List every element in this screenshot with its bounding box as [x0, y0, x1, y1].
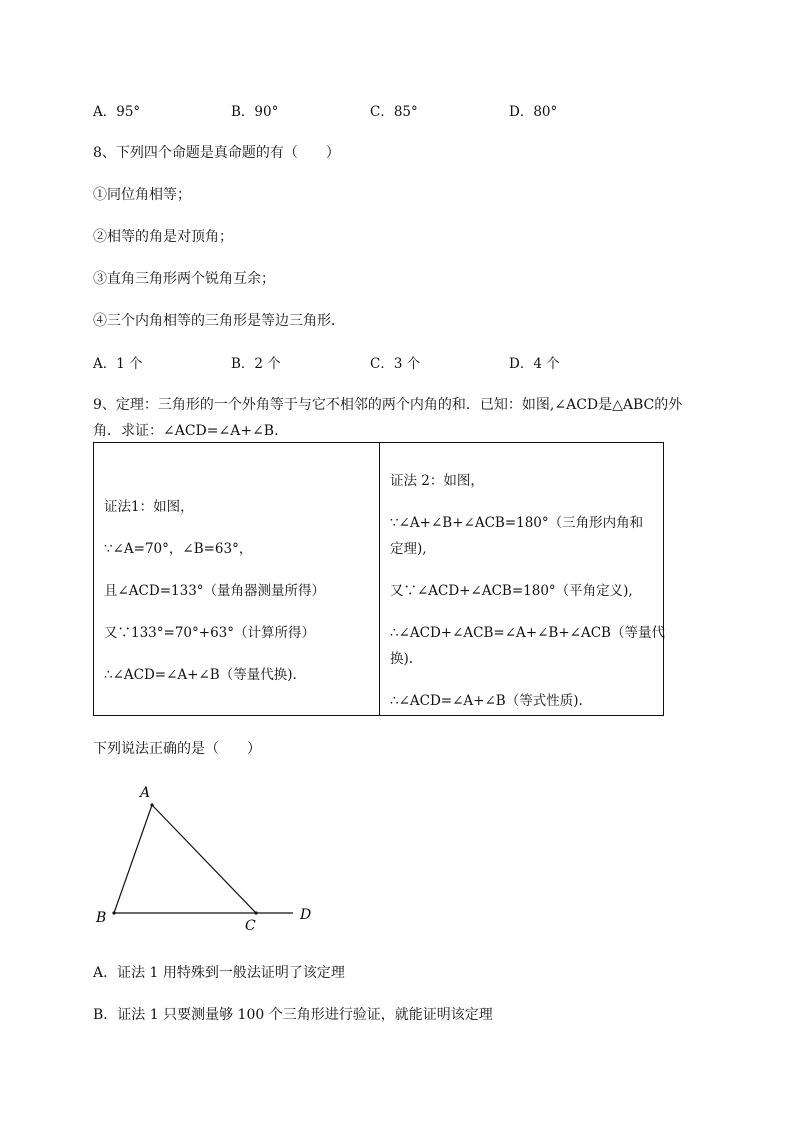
q8-option-d: D．4 个 — [509, 356, 560, 372]
q9-prompt: 下列说法正确的是（ ） — [93, 741, 261, 757]
proof-2-line-4: 又∵∠ACD+∠ACB=180°（平角定义), — [390, 583, 633, 599]
q8-statement-3: ③直角三角形两个锐角互余； — [93, 271, 275, 287]
q8-question: 8、下列四个命题是真命题的有（ ） — [93, 145, 340, 161]
point-c — [254, 911, 257, 914]
label-d: D — [300, 907, 312, 923]
proof-1-line-2: ∵∠A=70°，∠B=63°， — [104, 541, 253, 557]
q8-statement-4: ④三个内角相等的三角形是等边三角形． — [93, 313, 345, 329]
proof-2-line-3: 定理), — [390, 541, 427, 557]
q8-option-a: A．1 个 — [93, 356, 143, 372]
proof-1-line-4: 又∵133°=70°+63°（计算所得） — [104, 625, 315, 641]
q7-option-d: D．80° — [509, 104, 558, 120]
q9-answer-b: B．证法 1 只要测量够 100 个三角形进行验证，就能证明该定理 — [93, 1007, 493, 1023]
proof-1-line-1: 证法1：如图， — [104, 499, 194, 515]
proof-2-line-7: ∴∠ACD=∠A+∠B（等式性质). — [390, 693, 583, 709]
q7-option-a: A．95° — [93, 104, 141, 120]
q9-answer-a: A．证法 1 用特殊到一般法证明了该定理 — [93, 965, 345, 981]
point-a — [150, 803, 153, 806]
point-b — [112, 911, 115, 914]
q9-stem-line-1: 9、定理：三角形的一个外角等于与它不相邻的两个内角的和．已知：如图,∠ACD是△ABC的外 — [93, 397, 683, 413]
proof-1-line-5: ∴∠ACD=∠A+∠B（等量代换). — [104, 667, 297, 683]
proof-1-line-3: 且∠ACD=133°（量角器测量所得） — [104, 583, 326, 599]
proof-2-line-1: 证法 2：如图， — [390, 473, 484, 489]
q7-option-b: B．90° — [231, 104, 279, 120]
proof-2-line-6: 换). — [390, 651, 414, 667]
side-ab — [114, 805, 152, 913]
q8-option-b: B．2 个 — [231, 356, 281, 372]
label-a: A — [140, 785, 151, 801]
q8-option-c: C．3 个 — [370, 356, 421, 372]
q9-stem-line-2: 角．求证：∠ACD=∠A+∠B. — [93, 423, 279, 439]
proof-2-line-2: ∵∠A+∠B+∠ACB=180°（三角形内角和 — [390, 515, 644, 531]
side-ac — [152, 805, 256, 913]
label-c: C — [245, 918, 256, 934]
q8-statement-1: ①同位角相等； — [93, 187, 191, 203]
q8-statement-2: ②相等的角是对顶角； — [93, 229, 233, 245]
q7-option-c: C．85° — [370, 104, 418, 120]
proof-2-line-5: ∴∠ACD+∠ACB=∠A+∠B+∠ACB（等量代 — [390, 625, 665, 641]
label-b: B — [96, 910, 107, 926]
